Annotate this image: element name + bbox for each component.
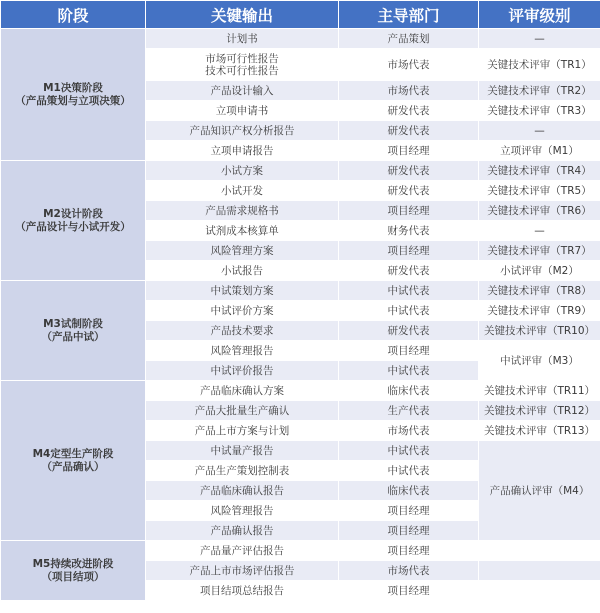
dept-cell: 研发代表 — [339, 121, 479, 141]
dept-cell: 研发代表 — [339, 261, 479, 281]
review-cell: 关键技术评审（TR6） — [479, 201, 600, 221]
review-cell: 立项评审（M1） — [479, 141, 600, 161]
dept-cell: 项目经理 — [339, 581, 479, 601]
output-cell: 小试报告 — [146, 261, 339, 281]
table-row — [1, 29, 600, 49]
output-cell: 小试开发 — [146, 181, 339, 201]
header-dept: 主导部门 — [339, 1, 479, 29]
table-row — [1, 541, 600, 561]
output-cell: 计划书 — [146, 29, 339, 49]
dept-cell: 研发代表 — [339, 101, 479, 121]
table-row — [1, 381, 600, 401]
dept-cell: 项目经理 — [339, 141, 479, 161]
output-cell: 产品确认报告 — [146, 521, 339, 541]
output-cell: 中试评价方案 — [146, 301, 339, 321]
dept-cell: 临床代表 — [339, 481, 479, 501]
output-cell: 产品上市市场评估报告 — [146, 561, 339, 581]
dept-cell: 项目经理 — [339, 341, 479, 361]
review-cell: 关键技术评审（TR9） — [479, 301, 600, 321]
dept-cell: 中试代表 — [339, 281, 479, 301]
review-cell: — — [479, 121, 600, 141]
output-cell: 立项申请报告 — [146, 141, 339, 161]
review-cell: 关键技术评审（TR1） — [479, 49, 600, 81]
dept-cell: 研发代表 — [339, 321, 479, 341]
review-cell: 关键技术评审（TR3） — [479, 101, 600, 121]
review-cell: 关键技术评审（TR10） — [479, 321, 600, 341]
review-cell — [479, 581, 600, 601]
review-cell: 关键技术评审（TR7） — [479, 241, 600, 261]
review-cell: 关键技术评审（TR13） — [479, 421, 600, 441]
dept-cell: 项目经理 — [339, 521, 479, 541]
output-cell: 产品量产评估报告 — [146, 541, 339, 561]
dept-cell: 生产代表 — [339, 401, 479, 421]
output-cell: 中试策划方案 — [146, 281, 339, 301]
review-cell: 小试评审（M2） — [479, 261, 600, 281]
dept-cell: 临床代表 — [339, 381, 479, 401]
output-cell: 产品生产策划控制表 — [146, 461, 339, 481]
review-cell: 关键技术评审（TR4） — [479, 161, 600, 181]
dept-cell: 中试代表 — [339, 461, 479, 481]
output-cell: 产品设计输入 — [146, 81, 339, 101]
review-cell: 关键技术评审（TR12） — [479, 401, 600, 421]
output-cell: 产品知识产权分析报告 — [146, 121, 339, 141]
review-cell: 关键技术评审（TR5） — [479, 181, 600, 201]
header-row — [1, 1, 600, 29]
review-cell: 中试评审（M3） — [479, 341, 600, 381]
output-cell: 产品需求规格书 — [146, 201, 339, 221]
output-cell: 市场可行性报告 技术可行性报告 — [146, 49, 339, 81]
header-output: 关键输出 — [146, 1, 339, 29]
output-cell: 产品临床确认报告 — [146, 481, 339, 501]
output-cell: 项目结项总结报告 — [146, 581, 339, 601]
stage-cell: M2设计阶段 （产品设计与小试开发） — [1, 161, 146, 281]
dept-cell: 产品策划 — [339, 29, 479, 49]
output-cell: 小试方案 — [146, 161, 339, 181]
table-row — [1, 161, 600, 181]
review-cell — [479, 561, 600, 581]
dept-cell: 财务代表 — [339, 221, 479, 241]
review-cell — [479, 541, 600, 561]
review-cell: 关键技术评审（TR2） — [479, 81, 600, 101]
output-cell: 中试量产报告 — [146, 441, 339, 461]
dept-cell: 项目经理 — [339, 201, 479, 221]
dept-cell: 中试代表 — [339, 361, 479, 381]
dept-cell: 市场代表 — [339, 49, 479, 81]
table-row — [1, 281, 600, 301]
header-review: 评审级别 — [479, 1, 600, 29]
dept-cell: 项目经理 — [339, 541, 479, 561]
output-cell: 立项申请书 — [146, 101, 339, 121]
dept-cell: 中试代表 — [339, 441, 479, 461]
review-cell: 产品确认评审（M4） — [479, 441, 600, 541]
output-cell: 产品大批量生产确认 — [146, 401, 339, 421]
review-cell: — — [479, 221, 600, 241]
review-cell: 关键技术评审（TR8） — [479, 281, 600, 301]
output-cell: 风险管理报告 — [146, 341, 339, 361]
header-stage: 阶段 — [1, 1, 146, 29]
output-cell: 风险管理报告 — [146, 501, 339, 521]
dept-cell: 市场代表 — [339, 561, 479, 581]
output-cell: 产品上市方案与计划 — [146, 421, 339, 441]
dept-cell: 市场代表 — [339, 81, 479, 101]
dept-cell: 中试代表 — [339, 301, 479, 321]
output-cell: 风险管理方案 — [146, 241, 339, 261]
dept-cell: 项目经理 — [339, 241, 479, 261]
review-cell: 关键技术评审（TR11） — [479, 381, 600, 401]
output-cell: 产品技术要求 — [146, 321, 339, 341]
stage-cell: M3试制阶段 （产品中试） — [1, 281, 146, 381]
review-cell: — — [479, 29, 600, 49]
stage-cell: M5持续改进阶段 （项目结项） — [1, 541, 146, 601]
stage-cell: M1决策阶段 （产品策划与立项决策） — [1, 29, 146, 161]
output-cell: 中试评价报告 — [146, 361, 339, 381]
stage-cell: M4定型生产阶段 （产品确认） — [1, 381, 146, 541]
output-cell: 产品临床确认方案 — [146, 381, 339, 401]
dept-cell: 项目经理 — [339, 501, 479, 521]
output-cell: 试剂成本核算单 — [146, 221, 339, 241]
dept-cell: 市场代表 — [339, 421, 479, 441]
dept-cell: 研发代表 — [339, 181, 479, 201]
dept-cell: 研发代表 — [339, 161, 479, 181]
